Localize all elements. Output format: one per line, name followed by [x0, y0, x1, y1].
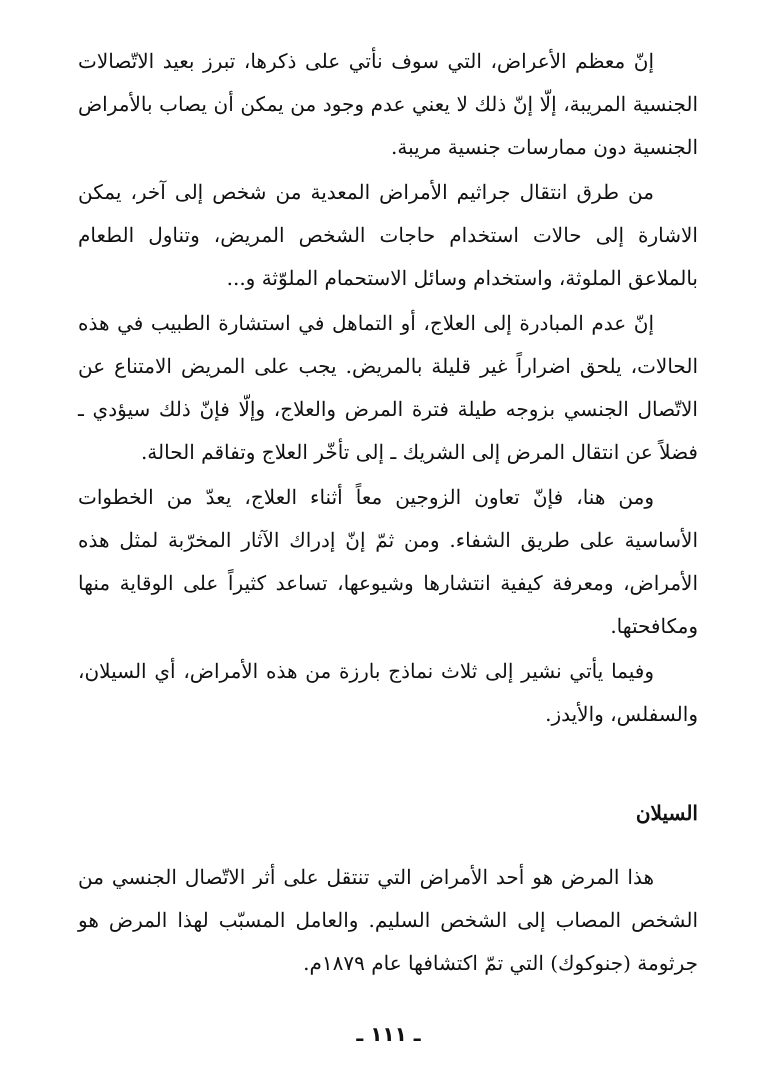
- section-paragraph: هذا المرض هو أحد الأمراض التي تنتقل على أثر الاتّصال الجنسي من الشخص المصاب إلى الشخص السليم. والعامل المسبّب لهذا المرض هو جرثومة (جنوكوك) التي تمّ اكتشافها عام ١٨٧٩م.: [78, 865, 698, 975]
- page-number: ـ ١١١ ـ: [356, 1022, 421, 1046]
- section-heading: السيلان: [635, 801, 698, 825]
- paragraph-1: إنّ معظم الأعراض، التي سوف نأتي على ذكرها، تبرز بعيد الاتّصالات الجنسية المريبة، إلّا إنّ ذلك لا يعني عدم وجود من يمكن أن يصاب بالأمراض الجنسية دون ممارسات جنسية مريبة.: [78, 49, 698, 159]
- paragraph-2: من طرق انتقال جراثيم الأمراض المعدية من شخص إلى آخر، يمكن الاشارة إلى حالات استخدام حاجات الشخص المريض، وتناول الطعام بالملاعق الملوثة، واستخدام وسائل الاستحمام الملوّثة و...: [78, 180, 698, 290]
- paragraph-5: وفيما يأتي نشير إلى ثلاث نماذج بارزة من هذه الأمراض، أي السيلان، والسفلس، والأيدز.: [78, 659, 698, 726]
- paragraph-4: ومن هنا، فإنّ تعاون الزوجين معاً أثناء العلاج، يعدّ من الخطوات الأساسية على طريق الشفاء. ومن ثمّ إنّ إدراك الآثار المخرّبة لمثل هذه الأمراض، ومعرفة كيفية انتشارها وشيوعها، تساعد كثيراً على الوقاية منها ومكافحتها.: [78, 485, 698, 638]
- page-body: [78, 40, 698, 985]
- paragraph-3: إنّ عدم المبادرة إلى العلاج، أو التماهل في استشارة الطبيب في هذه الحالات، يلحق اضراراً غير قليلة بالمريض. يجب على المريض الامتناع عن الاتّصال الجنسي بزوجه طيلة فترة المرض والعلاج، وإلّا فإنّ ذلك سيؤدي ـ فضلاً عن انتقال المرض إلى الشريك ـ إلى تأخّر العلاج وتفاقم الحالة.: [78, 311, 698, 464]
